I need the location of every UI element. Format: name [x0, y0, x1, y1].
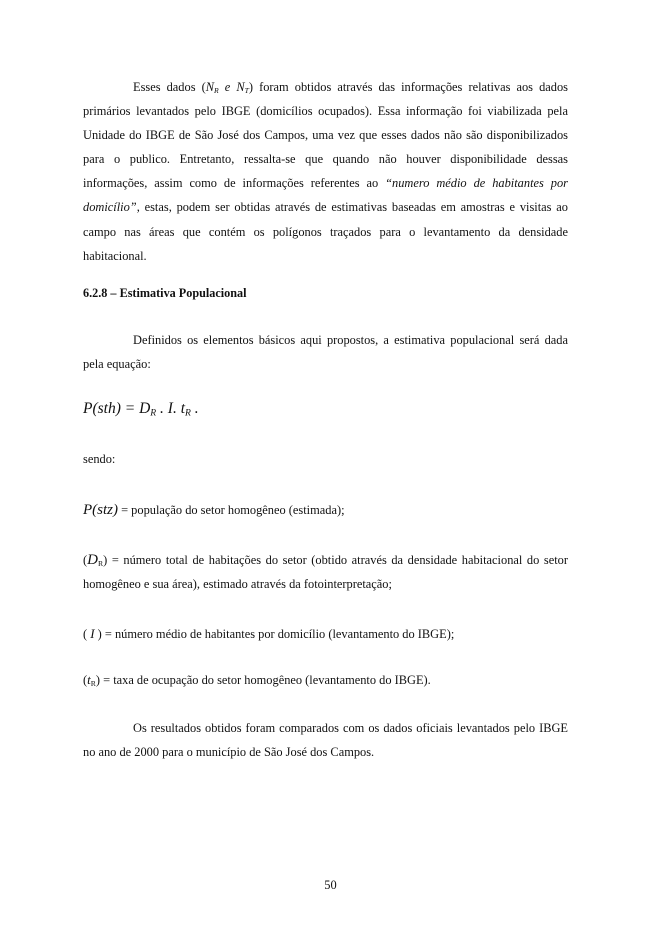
t-symbol: t [87, 672, 91, 687]
paragraph-data-source [83, 75, 568, 268]
p1-text-middle: ) foram obtidos através das informações relativas aos dados primários levantados pelo IBGE (domicílios ocupados). Essa informação foi viabilizada pela Unidade do IBGE de São José dos Campos, uma vez que esses dados não são disponibilizados para o publico. Entretanto, ressalta-se que quando não houver disponibilidade dessas informações, assim como de informações referentes ao [83, 80, 568, 191]
nr-symbol: $N_R$ e $N_T$ [205, 80, 249, 95]
p1-quote: “numero médio de habitantes por domicílio” [83, 176, 568, 215]
section-heading: 6.2.8 – Estimativa Populacional [83, 286, 247, 300]
d-symbol: D [87, 552, 98, 568]
i-symbol: I [90, 626, 95, 641]
page-number: 50 [324, 878, 337, 892]
paragraph-results: Os resultados obtidos foram comparados com os dados oficiais levantados pelo IBGE no ano de 2000 para o município de São José dos Campos. [83, 721, 568, 760]
p1-text-start: Esses dados ( [133, 80, 206, 94]
sendo-label: sendo: [83, 452, 116, 466]
definition-t: $(t_R)$ = taxa de ocupação do setor homogêneo (levantamento do IBGE). [83, 672, 431, 688]
p1-text-end: , estas, podem ser obtidas através de estimativas baseadas em amostras e visitas ao campo nas áreas que contém os polígonos traçados para o levantamento da densidade habitacional. [83, 200, 568, 263]
definition-i: ( I ) = número médio de habitantes por domicílio (levantamento do IBGE); [83, 626, 455, 641]
definition-p: P(stz) = população do setor homogêneo (estimada); [83, 502, 345, 518]
p-symbol: P(stz) [83, 502, 118, 518]
definition-d: $(D_R)$ = número total de habitações do setor (obtido através da densidade habitacional do setor homogêneo e sua área), estimado através da fotointerpretação; [83, 552, 568, 592]
paragraph-equation-intro: Definidos os elementos básicos aqui propostos, a estimativa populacional será dada pela equação: [83, 333, 568, 372]
main-equation: $P(sth) = D_R$ . I. $t_R$ . [83, 400, 199, 419]
